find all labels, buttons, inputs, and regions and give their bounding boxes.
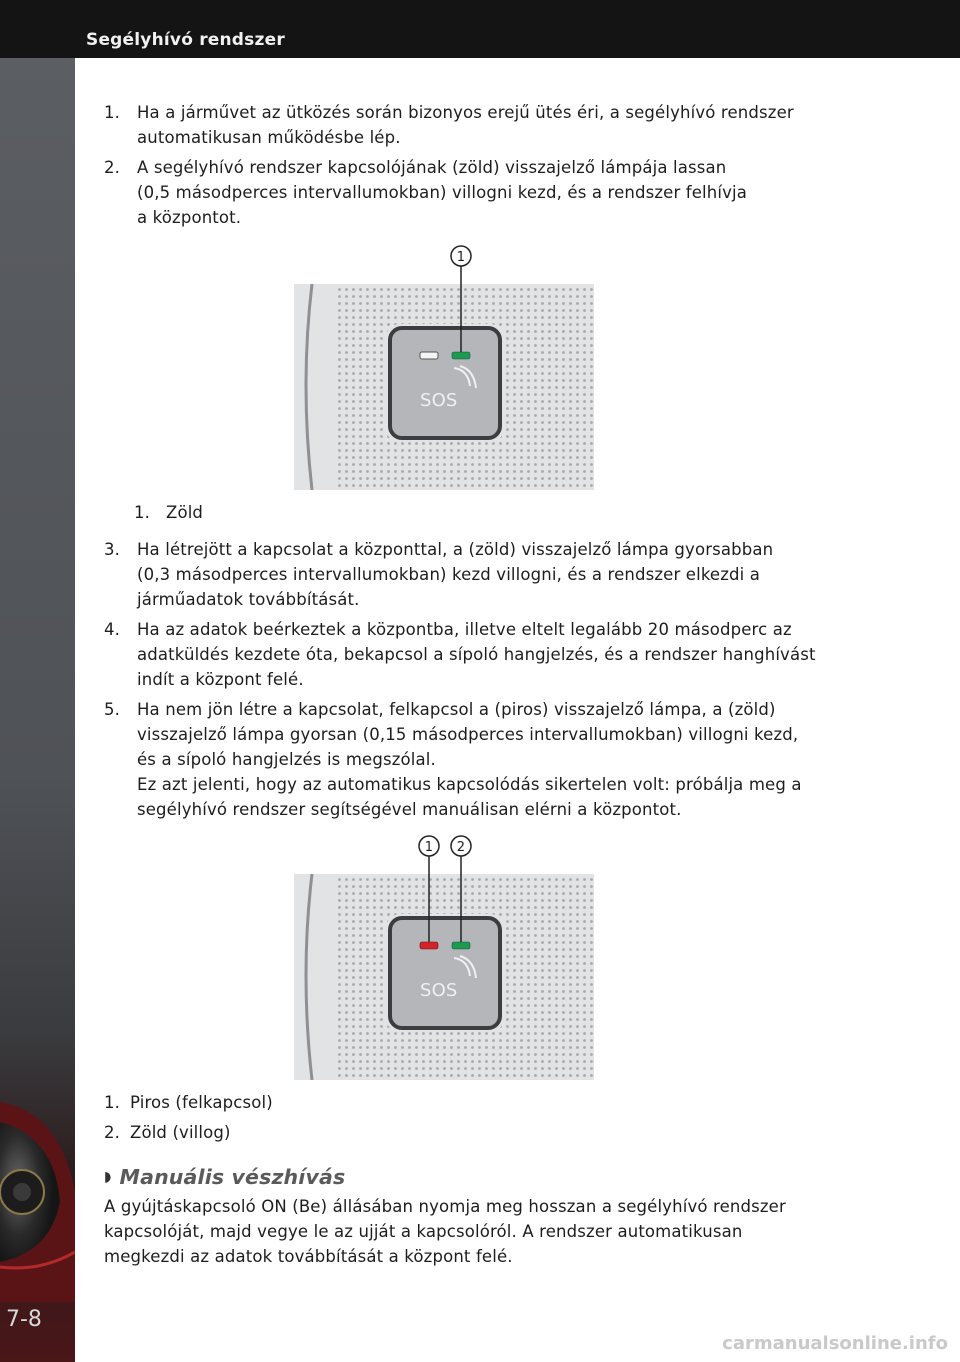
green-led xyxy=(452,942,470,949)
caption-text: Zöld (villog) xyxy=(130,1123,231,1142)
list-item-text: A segélyhívó rendszer kapcsolójának (zöld) visszajelző lámpája lassan (0,5 másodperces intervallumokban) villogni kezd, és a rendszer felhívja a központot. xyxy=(137,158,748,227)
list-steps-1-2 xyxy=(104,100,874,230)
list-item xyxy=(104,100,874,150)
list-item-number: 2. xyxy=(104,158,121,177)
list-item-number: 3. xyxy=(104,540,121,559)
sos-label: SOS xyxy=(420,980,458,1001)
list-item-text: Ha létrejött a kapcsolat a központtal, a (zöld) visszajelző lámpa gyorsabban (0,3 másodperces intervallumokban) kezd villogni, és a rendszer elkezdi a járműadatok továbbítását. xyxy=(137,540,774,609)
list-item-number: 1. xyxy=(104,103,121,122)
svg-text:2: 2 xyxy=(456,840,466,855)
figure-1-captions xyxy=(134,500,874,525)
caption-number: 2. xyxy=(104,1123,121,1142)
watermark: carmanualsonline.info xyxy=(722,1333,948,1354)
svg-text:1: 1 xyxy=(456,250,466,265)
sos-switch-illustration xyxy=(294,834,594,1080)
caption-number: 1. xyxy=(104,1093,121,1112)
caption-item xyxy=(104,1120,874,1145)
header-title: Segélyhívó rendszer xyxy=(86,30,285,50)
list-item-text: Ha nem jön létre a kapcsolat, felkapcsol a (piros) visszajelző lámpa, a (zöld) visszajelző lámpa gyorsan (0,15 másodperces intervallumokban) villogni kezd, és a sípoló hangjelzés is megszólal. Ez azt jelenti, hogy az automatikus kapcsolódás sikertelen volt: próbálja meg a segélyhívó rendszer segítségével manuálisan elérni a központot. xyxy=(137,700,802,819)
list-item xyxy=(104,697,874,822)
section-heading xyxy=(104,1165,874,1190)
caption-text: Zöld xyxy=(166,503,204,522)
list-item-text: Ha a járművet az ütközés során bizonyos erejű ütés éri, a segélyhívó rendszer automatikusan működésbe lép. xyxy=(137,103,794,147)
page-number: 7-8 xyxy=(6,1307,42,1332)
section-marker-icon: ◗ xyxy=(104,1169,112,1185)
section-paragraph: A gyújtáskapcsoló ON (Be) állásában nyomja meg hosszan a segélyhívó rendszer kapcsolóját, majd vegye le az ujját a kapcsolóról. A rendszer automatikusan megkezdi az adatok továbbítását a központ felé. xyxy=(104,1197,786,1266)
page-content xyxy=(104,100,874,1269)
red-led xyxy=(420,942,438,949)
sos-switch-illustration xyxy=(294,244,594,490)
figure-2-captions xyxy=(104,1090,874,1145)
sos-switch-figure-1 xyxy=(294,244,594,490)
section-title: Manuális vészhívás xyxy=(119,1165,346,1189)
caption-text: Piros (felkapcsol) xyxy=(130,1093,273,1112)
caption-item xyxy=(134,500,874,525)
sos-label: SOS xyxy=(420,390,458,411)
list-item xyxy=(104,617,874,692)
caption-item xyxy=(104,1090,874,1115)
white-led xyxy=(420,352,438,359)
list-item-text: Ha az adatok beérkeztek a központba, illetve eltelt legalább 20 másodperc az adatküldés kezdete óta, bekapcsol a sípoló hangjelzés, és a rendszer hanghívást indít a központ felé. xyxy=(137,620,816,689)
caption-number: 1. xyxy=(134,503,151,522)
sos-switch-figure-2 xyxy=(294,834,594,1080)
car-headlight-image xyxy=(0,1082,75,1302)
svg-text:1: 1 xyxy=(424,840,434,855)
list-item-number: 5. xyxy=(104,700,121,719)
green-led xyxy=(452,352,470,359)
list-steps-3-5 xyxy=(104,537,874,822)
sidebar xyxy=(0,58,75,1362)
list-item-number: 4. xyxy=(104,620,121,639)
page-header xyxy=(0,0,960,58)
list-item xyxy=(104,537,874,612)
list-item xyxy=(104,155,874,230)
